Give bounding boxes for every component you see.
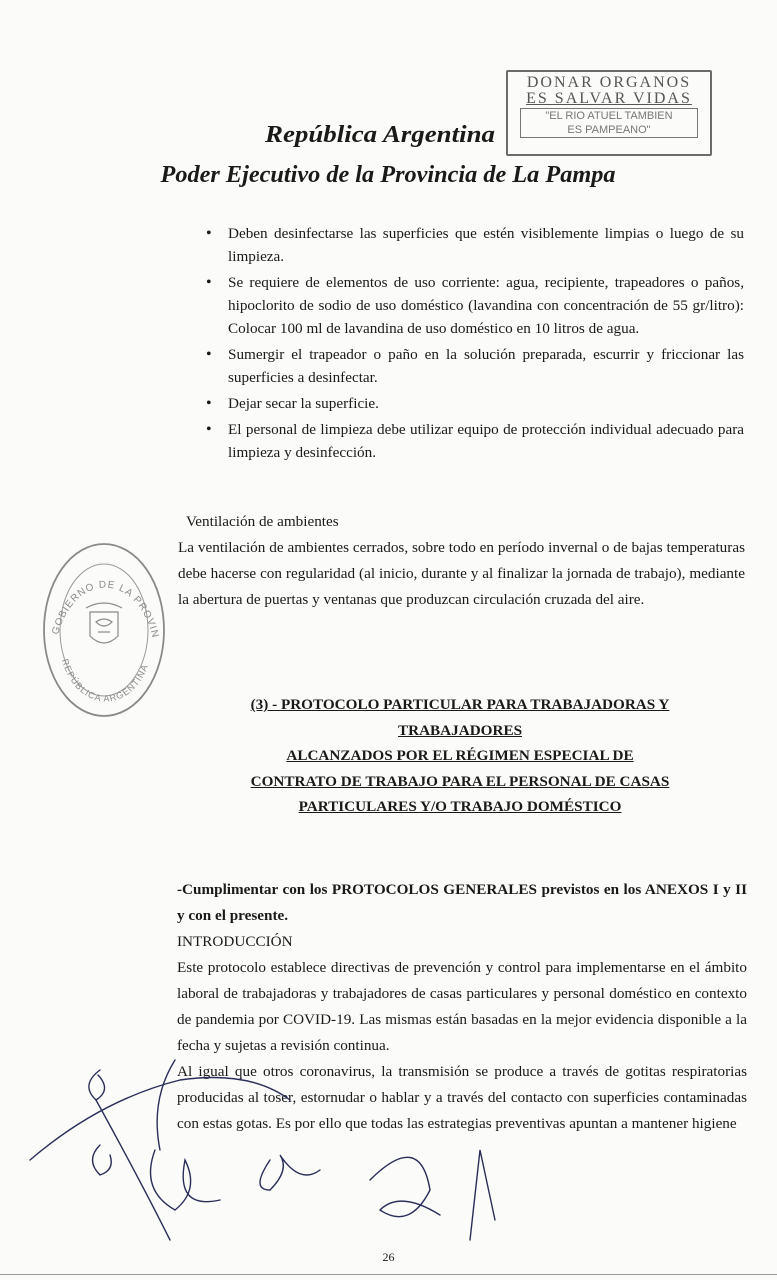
ventilation-heading: Ventilación de ambientes (186, 513, 339, 530)
protocol-title-line: TRABAJADORES (397, 721, 523, 739)
stamp-line-2: ES SALVAR VIDAS (526, 90, 692, 107)
list-item: • Dejar secar la superficie. (204, 392, 744, 415)
svg-text:REPÚBLICA ARGENTINA (60, 658, 150, 704)
stamp-line-1: DONAR ORGANOS (526, 74, 692, 91)
intro-paragraph-1: Este protocolo establece directivas de prevención y control para implementarse en el ámbito laboral de trabajadoras y trabajadores de casas particulares y personal doméstico en contexto de pandemia por COVID-19. Las mismas están basadas en la mejor evidencia disponible a la fecha y sujetas a revisión continua. (177, 959, 747, 1054)
stamp-inner-line-2: ES PAMPEANO" (567, 124, 651, 136)
official-seal (40, 540, 168, 720)
ventilation-paragraph: La ventilación de ambientes cerrados, sobre todo en período invernal o de bajas temperaturas debe hacerse con regularidad (al inicio, durante y al finalizar la jornada de trabajo), mediante la abertura de puertas y ventanas que produzcan circulación cruzada del aire. (178, 539, 745, 608)
list-item: • Sumergir el trapeador o paño en la solución preparada, escurrir y friccionar las superficies a desinfectar. (204, 343, 744, 389)
page-number: 26 (382, 1250, 395, 1264)
seal-text: GOBIERNO DE LA PROVIN (50, 579, 161, 640)
letterhead-line-1: República Argentina (263, 122, 495, 148)
protocol-title-line: ALCANZADOS POR EL RÉGIMEN ESPECIAL DE (286, 747, 634, 764)
list-item: • Deben desinfectarse las superficies que estén visiblemente limpias o luego de su limpieza. (204, 222, 744, 268)
letterhead (0, 112, 777, 192)
protocol-title-line: (3) - PROTOCOLO PARTICULAR PARA TRABAJADORAS Y (250, 696, 670, 713)
bottom-scan-edge (0, 1274, 777, 1275)
list-item: • Se requiere de elementos de uso corriente: agua, recipiente, trapeadores o paños, hipoclorito de sodio de uso doméstico (lavandina con concentración de 55 gr/litro): Colocar 100 ml de lavandina de uso doméstico en 10 litros de agua. (204, 271, 744, 340)
disinfection-list (204, 222, 744, 467)
intro-heading: INTRODUCCIÓN (177, 933, 293, 950)
intro-paragraph-2: Al igual que otros coronavirus, la transmisión se produce a través de gotitas respiratorias producidas al toser, estornudar o hablar y a través del contacto con superficies contaminadas con estas gotas. Es por ello que todas las estrategias preventivas apuntan a mantener higiene (177, 1063, 747, 1132)
protocol-title-line: CONTRATO DE TRABAJO PARA EL PERSONAL DE CASAS (250, 772, 670, 790)
protocol-title-line: PARTICULARES Y/O TRABAJO DOMÉSTICO (298, 798, 622, 815)
coat-of-arms-icon (86, 603, 122, 643)
seal-bottom-text: REPÚBLICA ARGENTINA (59, 657, 150, 704)
list-item: • El personal de limpieza debe utilizar equipo de protección individual adecuado para limpieza y desinfección. (204, 418, 744, 464)
compliance-note: -Cumplimentar con los PROTOCOLOS GENERALES previstos en los ANEXOS I y II y con el presente. (177, 881, 747, 924)
letterhead-line-2: Poder Ejecutivo de la Provincia de La Pampa (159, 162, 616, 188)
protocol-title (180, 692, 740, 820)
stamp-inner-line-1: "EL RIO ATUEL TAMBIEN (545, 110, 673, 122)
